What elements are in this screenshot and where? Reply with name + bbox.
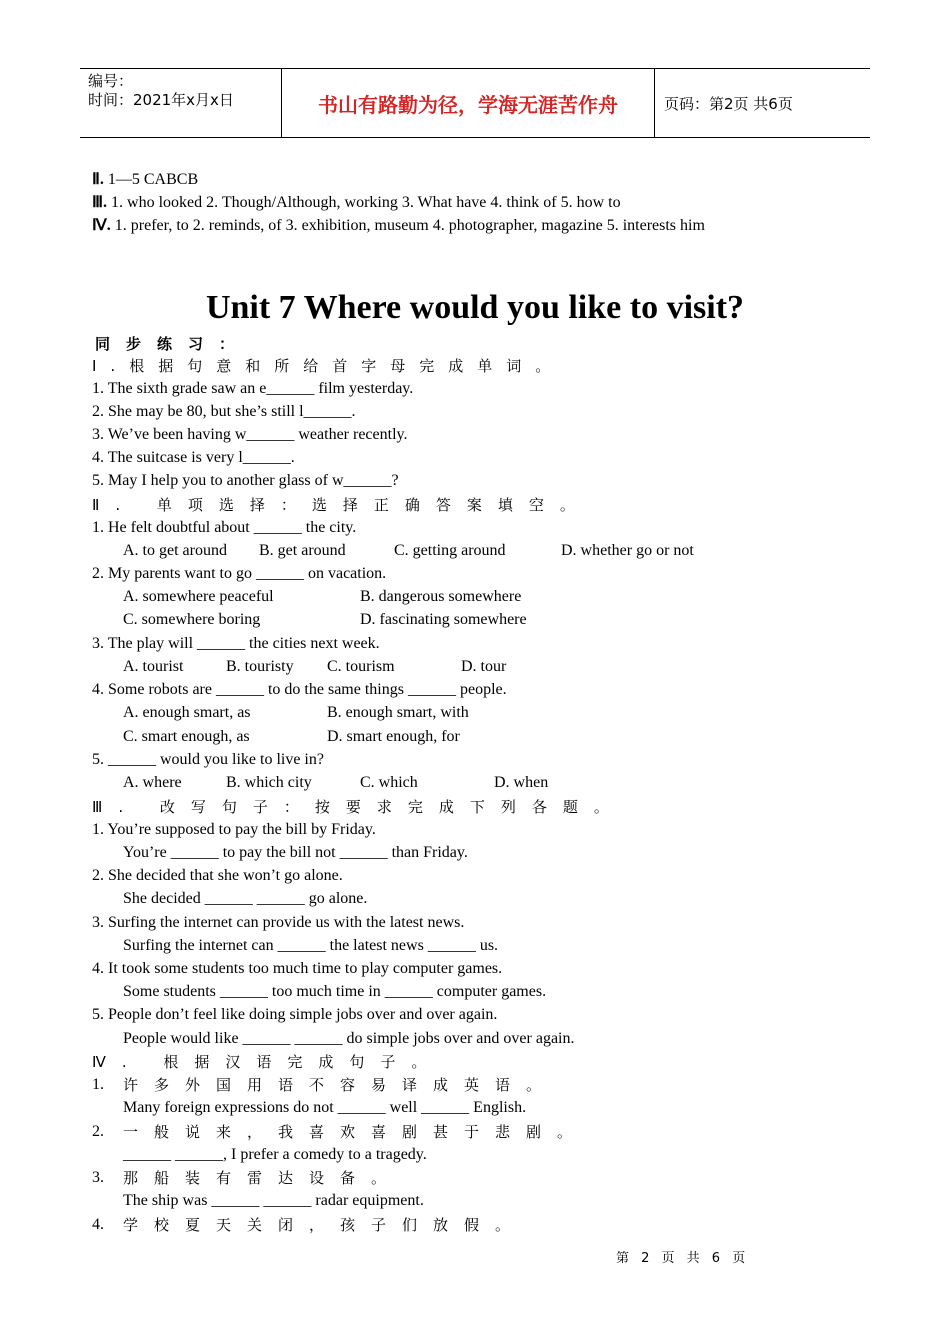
option: B. which city (226, 774, 312, 791)
chinese-prompt: 那船装有雷达设备。 (123, 1169, 403, 1187)
question: 3. Surfing the internet can provide us with the latest news. (92, 914, 465, 931)
answer-blank: You’re ______ to pay the bill not ______ than Friday. (123, 844, 468, 861)
answer-line: Ⅳ. 1. prefer, to 2. reminds, of 3. exhibition, museum 4. photographer, magazine 5. interests him (92, 217, 705, 234)
section-2-heading: Ⅱ. 单项选择：选择正确答案填空。 (92, 496, 591, 514)
answer-blank: Surfing the internet can ______ the latest news ______ us. (123, 937, 499, 954)
unit-title: Unit 7 Where would you like to visit? (205, 289, 745, 326)
option: D. smart enough, for (327, 728, 460, 745)
page-footer: 第 2 页 共 6 页 (616, 1251, 750, 1266)
header-divider (654, 69, 655, 137)
question: 3. We’ve been having w______ weather recently. (92, 426, 408, 443)
option: D. when (494, 774, 549, 791)
answer-blank: Many foreign expressions do not ______ well ______ English. (123, 1099, 527, 1116)
option: C. which (360, 774, 418, 791)
option: D. whether go or not (561, 542, 694, 559)
question: 1. He felt doubtful about ______ the city. (92, 519, 357, 536)
option: B. dangerous somewhere (360, 588, 522, 605)
question-number: 4. (92, 1216, 104, 1233)
question: 5. May I help you to another glass of w______? (92, 472, 399, 489)
answer-blank: People would like ______ ______ do simple jobs over and over again. (123, 1030, 575, 1047)
answer-line: Ⅱ. 1—5 CABCB (92, 171, 199, 188)
option: A. somewhere peaceful (123, 588, 274, 605)
question: 2. My parents want to go ______ on vacation. (92, 565, 387, 582)
option: C. smart enough, as (123, 728, 250, 745)
option: D. fascinating somewhere (360, 611, 527, 628)
answer-blank: The ship was ______ ______ radar equipment. (123, 1192, 424, 1209)
question: 4. The suitcase is very l______. (92, 449, 295, 466)
chinese-prompt: 一般说来，我喜欢喜剧甚于悲剧。 (123, 1123, 589, 1141)
question: 5. People don’t feel like doing simple jobs over and over again. (92, 1006, 498, 1023)
header-motto: 书山有路勤为径，学海无涯苦作舟 (318, 92, 618, 117)
option: A. to get around (123, 542, 227, 559)
option: C. tourism (327, 658, 395, 675)
question-number: 2. (92, 1123, 104, 1140)
question: 5. ______ would you like to live in? (92, 751, 324, 768)
answer-line: Ⅲ. 1. who looked 2. Though/Although, working 3. What have 4. think of 5. how to (92, 194, 621, 211)
chinese-prompt: 学校夏天关闭，孩子们放假。 (123, 1216, 527, 1234)
option: A. enough smart, as (123, 704, 251, 721)
section-4-heading: Ⅳ. 根据汉语完成句子。 (92, 1053, 443, 1071)
option: B. enough smart, with (327, 704, 469, 721)
question: 4. It took some students too much time to play computer games. (92, 960, 503, 977)
question: 3. The play will ______ the cities next week. (92, 635, 380, 652)
option: D. tour (461, 658, 507, 675)
option: B. get around (259, 542, 346, 559)
chinese-prompt: 许多外国用语不容易译成英语。 (123, 1076, 558, 1094)
option: C. getting around (394, 542, 506, 559)
question-number: 1. (92, 1076, 104, 1093)
answer-blank: She decided ______ ______ go alone. (123, 890, 368, 907)
answer-blank: Some students ______ too much time in ______ computer games. (123, 983, 547, 1000)
option: A. tourist (123, 658, 184, 675)
question-number: 3. (92, 1169, 104, 1186)
header-info (88, 72, 234, 110)
practice-heading: 同步练习： (95, 335, 251, 353)
answer-blank: ______ ______, I prefer a comedy to a tragedy. (123, 1146, 427, 1163)
header-page-label: 页码：第2页 共6页 (664, 94, 793, 113)
option: A. where (123, 774, 182, 791)
question: 4. Some robots are ______ to do the same things ______ people. (92, 681, 507, 698)
option: B. touristy (226, 658, 294, 675)
option: C. somewhere boring (123, 611, 261, 628)
number-label: 编号： (88, 72, 134, 90)
time-label: 时间：2021年x月x日 (88, 91, 234, 109)
question: 2. She decided that she won’t go alone. (92, 867, 343, 884)
question: 2. She may be 80, but she’s still l______. (92, 403, 356, 420)
section-3-heading: Ⅲ. 改写句子：按要求完成下列各题。 (92, 798, 625, 816)
question: 1. The sixth grade saw an e______ film yesterday. (92, 380, 414, 397)
section-1-heading: I.根据句意和所给首字母完成单词。 (92, 357, 565, 375)
question: 1. You’re supposed to pay the bill by Friday. (92, 821, 376, 838)
page-header (80, 68, 870, 138)
